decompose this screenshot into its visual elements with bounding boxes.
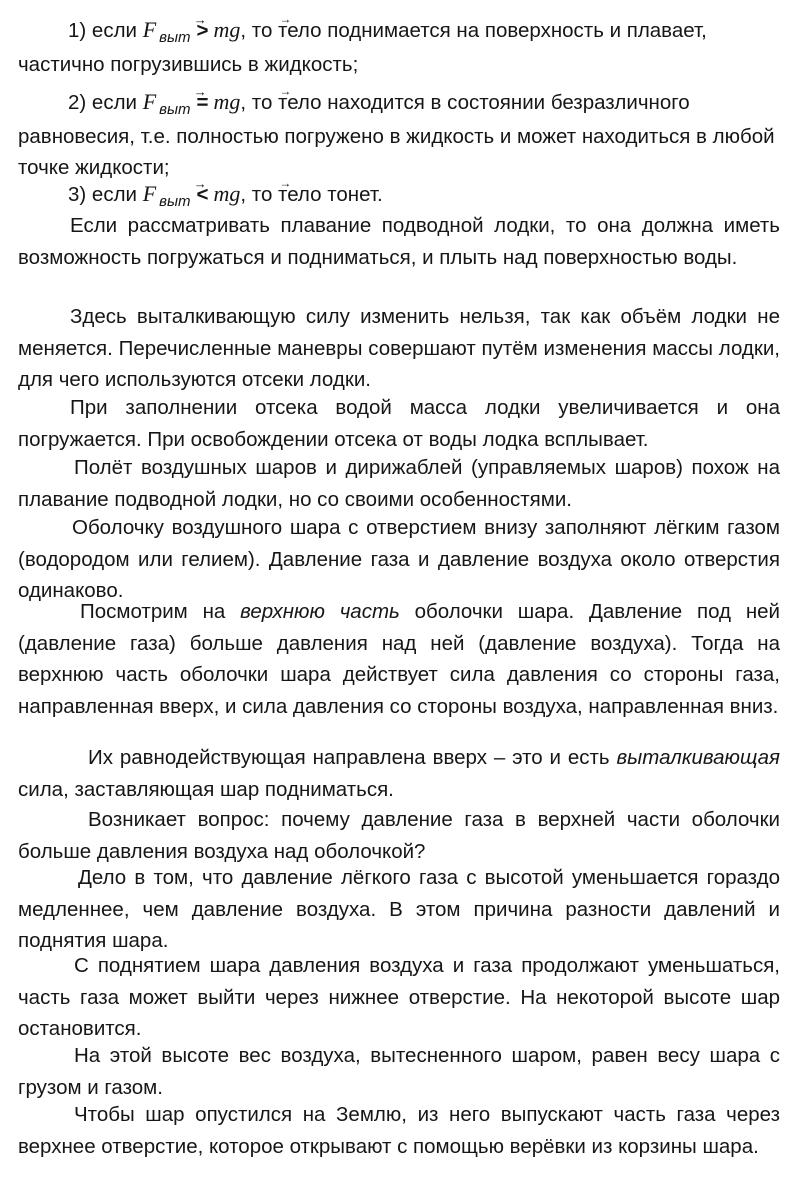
paragraph-submarine: Если рассматривать плавание подводной лодки, то она должна иметь возможность погружаться и подниматься, и плыть над поверхностью воды. [18,214,780,269]
paragraph-envelope: Оболочку воздушного шара с отверстием внизу заполняют лёгким газом (водородом или гелием). Давление газа и давление воздуха около отверстия одинаково. [18,516,780,602]
condition-3-label: 3) если [68,183,137,206]
force-subscript: выт [159,101,191,118]
paragraph-upper-part: Посмотрим на верхнюю часть оболочки шара. Давление под ней (давление газа) больше давления над ней (давление воздуха). Тогда на верхнюю часть оболочки шара действует сила давления со стороны газа, направленная вверх, и сила давления со стороны воздуха, направленная вниз. [18,600,781,718]
paragraph-equilibrium: На этой высоте вес воздуха, вытесненного шаром, равен весу шара с грузом и газом. [18,1044,780,1099]
paragraph-resultant: Их равнодействующая направлена вверх – это и есть выталкивающая сила, заставляющая шар подниматься. [18,746,780,801]
force-symbol: → F [143,181,156,206]
condition-2-label: 2) если [68,91,137,114]
mg-formula: m→ g [214,89,241,114]
force-symbol: → F [143,17,156,42]
condition-1-text: , то тело поднимается на поверхность и плавает, частично погрузившись в жидкость; [18,19,707,76]
mg-formula: m→ g [214,17,241,42]
force-subscript: выт [159,193,191,210]
emphasis-buoyant: выталкивающая [616,746,780,769]
paragraph-question: Возникает вопрос: почему давление газа в верхней части оболочки больше давления воздуха над оболочкой? [18,808,780,863]
condition-2-operator: = [196,91,209,114]
emphasis-upper-part: верхнюю часть [240,600,400,623]
paragraph-balloons: Полёт воздушных шаров и дирижаблей (управляемых шаров) похож на плавание подводной лодки, но со своими особенностями. [18,456,780,511]
mg-formula: m→ g [214,181,241,206]
condition-1-label: 1) если [68,19,137,42]
condition-3-text: , то тело тонет. [240,183,383,206]
force-subscript: выт [159,29,191,46]
force-symbol: → F [143,89,156,114]
condition-2-text: , то тело находится в состоянии безразличного равновесия, т.е. полностью погружено в жидкость и может находиться в любой точке жидкости; [18,91,775,179]
paragraph-ascent: С поднятием шара давления воздуха и газа продолжают уменьшаться, часть газа может выйти через нижнее отверстие. На некоторой высоте шар остановится. [18,954,780,1040]
paragraph-buoyant-force: Здесь выталкивающую силу изменить нельзя, так как объём лодки не меняется. Перечисленные маневры совершают путём изменения массы лодки, для чего используются отсеки лодки. [18,305,780,391]
condition-1 [18,14,780,80]
condition-1-operator: > [196,19,209,42]
paragraph-descent: Чтобы шар опустился на Землю, из него выпускают часть газа через верхнее отверстие, которое открывают с помощью верёвки из корзины шара. [18,1103,780,1158]
condition-3-operator: < [196,183,209,206]
paragraph-pressure-answer: Дело в том, что давление лёгкого газа с высотой уменьшается гораздо медленнее, чем давление воздуха. В этом причина разности давлений и поднятия шара. [18,866,780,952]
paragraph-compartments: При заполнении отсека водой масса лодки увеличивается и она погружается. При освобождении отсека от воды лодка всплывает. [18,396,780,451]
condition-2 [18,86,780,184]
condition-3 [18,178,780,213]
